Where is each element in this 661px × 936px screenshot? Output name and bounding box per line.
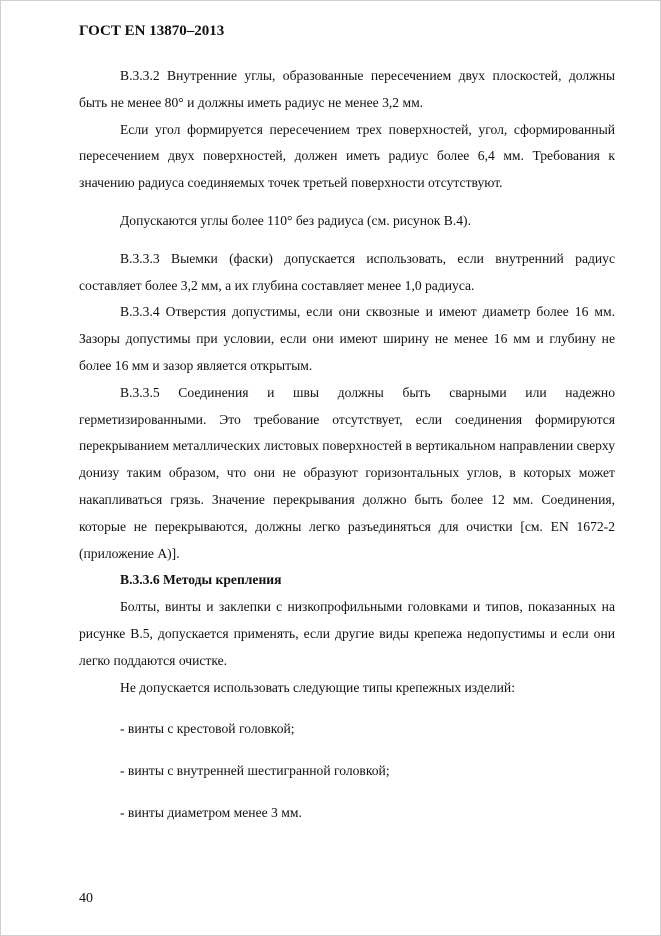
list-item: - винты с крестовой головкой; <box>120 721 295 737</box>
list-item: - винты с внутренней шестигранной головкой; <box>120 763 390 779</box>
page-number: 40 <box>79 891 93 906</box>
paragraph-b3-3-5: B.3.3.5 Соединения и швы должны быть сварными или надежно герметизированными. Это требование отсутствует, если соединения формируются перекрыванием металлических листовых поверхностей в вертикальном направлении сверху донизу таким образом, что они не образуют горизонтальных углов, в которых может накапливаться грязь. Значение перекрывания должно быть более 12 мм. Соединения, которые не перекрываются, должны легко разъединяться для очистки [см. EN 1672-2 (приложение А)]. <box>79 384 615 561</box>
paragraph-b3-3-2: B.3.3.2 Внутренние углы, образованные пересечением двух плоскостей, должны быть не менее 80° и должны иметь радиус не менее 3,2 мм. <box>79 68 615 110</box>
paragraph-b3-3-3: B.3.3.3 Выемки (фаски) допускается использовать, если внутренний радиус составляет более 3,2 мм, а их глубина составляет менее 1,0 радиуса. <box>79 250 615 293</box>
section-heading-fastening-methods: B.3.3.6 Методы крепления <box>120 572 282 588</box>
paragraph-bolts-screws: Болты, винты и заклепки с низкопрофильными головками и типов, показанных на рисунке B.5, допускается применять, если другие виды крепежа недопустимы и если они легко поддаются очистке. <box>79 599 615 668</box>
paragraph-angles-110: Допускаются углы более 110° без радиуса (см. рисунок B.4). <box>120 212 471 228</box>
list-item: - винты диаметром менее 3 мм. <box>120 804 302 820</box>
paragraph-three-surfaces: Если угол формируется пересечением трех поверхностей, угол, сформированный пересечением двух поверхностей, должен иметь радиус более 6,4 мм. Требования к значению радиуса соединяемых точек третьей поверхности отсутствуют. <box>79 121 615 191</box>
paragraph-not-allowed: Не допускается использовать следующие типы крепежных изделий: <box>120 679 515 695</box>
paragraph-b3-3-4: B.3.3.4 Отверстия допустимы, если они сквозные и имеют диаметр более 16 мм. Зазоры допустимы при условии, если они имеют ширину не менее 16 мм и глубину не более 16 мм и зазор является открытым. <box>79 304 615 373</box>
document-header: ГОСТ EN 13870–2013 <box>79 23 225 39</box>
document-body <box>79 63 615 827</box>
